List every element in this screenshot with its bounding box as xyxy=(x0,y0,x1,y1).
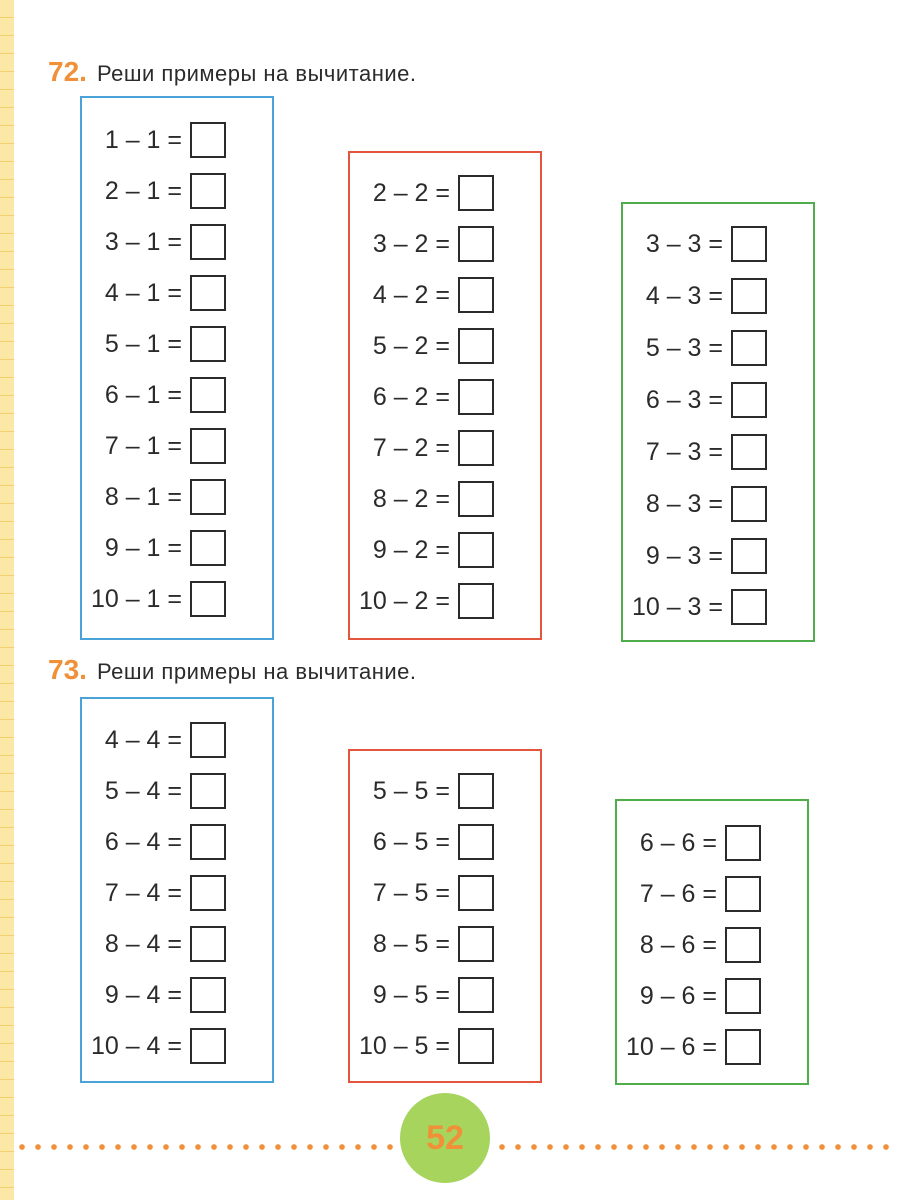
answer-box[interactable] xyxy=(190,824,226,860)
example-expression: 9 – 5 = xyxy=(372,980,450,1009)
answer-box[interactable] xyxy=(190,326,226,362)
example-expression: 7 – 4 = xyxy=(104,878,182,907)
example-row xyxy=(358,873,494,913)
example-row xyxy=(90,975,226,1015)
answer-box[interactable] xyxy=(190,428,226,464)
example-row xyxy=(631,536,767,576)
example-row xyxy=(358,530,494,570)
example-expression: 9 – 4 = xyxy=(104,980,182,1009)
column-blue xyxy=(80,697,274,1083)
answer-box[interactable] xyxy=(731,434,767,470)
answer-box[interactable] xyxy=(725,927,761,963)
example-row xyxy=(625,823,761,863)
example-expression: 9 – 3 = xyxy=(645,541,723,570)
dotted-line-right xyxy=(494,1144,894,1150)
answer-box[interactable] xyxy=(458,977,494,1013)
answer-box[interactable] xyxy=(190,977,226,1013)
answer-box[interactable] xyxy=(731,382,767,418)
answer-box[interactable] xyxy=(725,978,761,1014)
example-expression: 6 – 6 = xyxy=(639,828,717,857)
example-expression: 8 – 5 = xyxy=(372,929,450,958)
answer-box[interactable] xyxy=(458,532,494,568)
example-row xyxy=(90,771,226,811)
example-row xyxy=(631,328,767,368)
example-row xyxy=(90,822,226,862)
example-row xyxy=(358,581,494,621)
task-instruction: Реши примеры на вычитание. xyxy=(96,659,417,684)
example-expression: 5 – 3 = xyxy=(645,333,723,362)
task-number: 73. xyxy=(48,654,87,685)
answer-box[interactable] xyxy=(458,824,494,860)
example-row xyxy=(631,484,767,524)
example-expression: 8 – 6 = xyxy=(639,930,717,959)
example-expression: 6 – 3 = xyxy=(645,385,723,414)
page-number-badge xyxy=(400,1093,490,1183)
notebook-margin-strip xyxy=(0,0,14,1200)
answer-box[interactable] xyxy=(190,875,226,911)
example-row xyxy=(90,924,226,964)
answer-box[interactable] xyxy=(190,377,226,413)
example-expression: 5 – 1 = xyxy=(104,329,182,358)
example-expression: 9 – 6 = xyxy=(639,981,717,1010)
example-expression: 4 – 1 = xyxy=(104,278,182,307)
example-expression: 5 – 5 = xyxy=(372,776,450,805)
example-row xyxy=(358,975,494,1015)
answer-box[interactable] xyxy=(190,926,226,962)
example-expression: 6 – 2 = xyxy=(372,382,450,411)
answer-box[interactable] xyxy=(731,330,767,366)
example-row xyxy=(625,976,761,1016)
example-expression: 2 – 2 = xyxy=(372,178,450,207)
example-row xyxy=(631,432,767,472)
answer-box[interactable] xyxy=(725,1029,761,1065)
column-blue xyxy=(80,96,274,640)
answer-box[interactable] xyxy=(458,226,494,262)
answer-box[interactable] xyxy=(458,481,494,517)
example-row xyxy=(90,579,226,619)
task-73-title xyxy=(48,654,417,686)
example-expression: 7 – 3 = xyxy=(645,437,723,466)
example-row xyxy=(90,273,226,313)
example-row xyxy=(631,276,767,316)
example-expression: 5 – 2 = xyxy=(372,331,450,360)
answer-box[interactable] xyxy=(458,175,494,211)
answer-box[interactable] xyxy=(731,226,767,262)
answer-box[interactable] xyxy=(190,773,226,809)
answer-box[interactable] xyxy=(731,486,767,522)
example-expression: 7 – 6 = xyxy=(639,879,717,908)
column-red xyxy=(348,749,542,1083)
example-row xyxy=(625,1027,761,1067)
example-expression: 10 – 2 = xyxy=(358,586,450,615)
example-row xyxy=(358,479,494,519)
example-row xyxy=(90,477,226,517)
example-expression: 10 – 5 = xyxy=(358,1031,450,1060)
example-row xyxy=(358,173,494,213)
example-expression: 1 – 1 = xyxy=(104,125,182,154)
answer-box[interactable] xyxy=(731,278,767,314)
example-expression: 10 – 3 = xyxy=(631,592,723,621)
answer-box[interactable] xyxy=(458,926,494,962)
example-row xyxy=(90,873,226,913)
example-expression: 6 – 1 = xyxy=(104,380,182,409)
example-expression: 3 – 2 = xyxy=(372,229,450,258)
example-row xyxy=(90,171,226,211)
example-expression: 9 – 1 = xyxy=(104,533,182,562)
example-expression: 3 – 3 = xyxy=(645,229,723,258)
column-red xyxy=(348,151,542,640)
example-expression: 4 – 3 = xyxy=(645,281,723,310)
example-expression: 4 – 2 = xyxy=(372,280,450,309)
example-expression: 8 – 1 = xyxy=(104,482,182,511)
example-row xyxy=(358,275,494,315)
example-expression: 3 – 1 = xyxy=(104,227,182,256)
example-row xyxy=(625,874,761,914)
answer-box[interactable] xyxy=(458,328,494,364)
answer-box[interactable] xyxy=(458,583,494,619)
example-row xyxy=(90,324,226,364)
example-row xyxy=(358,428,494,468)
answer-box[interactable] xyxy=(458,430,494,466)
example-row xyxy=(90,1026,226,1066)
example-row xyxy=(90,426,226,466)
example-expression: 7 – 5 = xyxy=(372,878,450,907)
example-row xyxy=(90,720,226,760)
example-expression: 9 – 2 = xyxy=(372,535,450,564)
example-expression: 2 – 1 = xyxy=(104,176,182,205)
example-expression: 7 – 1 = xyxy=(104,431,182,460)
answer-box[interactable] xyxy=(458,379,494,415)
example-expression: 8 – 3 = xyxy=(645,489,723,518)
answer-box[interactable] xyxy=(190,479,226,515)
example-row xyxy=(631,224,767,264)
answer-box[interactable] xyxy=(731,538,767,574)
answer-box[interactable] xyxy=(458,773,494,809)
page-number: 52 xyxy=(426,1118,464,1157)
task-72-title xyxy=(48,56,417,88)
answer-box[interactable] xyxy=(725,876,761,912)
example-row xyxy=(90,375,226,415)
example-row xyxy=(358,326,494,366)
example-expression: 5 – 4 = xyxy=(104,776,182,805)
example-row xyxy=(90,222,226,262)
example-expression: 7 – 2 = xyxy=(372,433,450,462)
answer-box[interactable] xyxy=(190,722,226,758)
example-row xyxy=(358,771,494,811)
example-row xyxy=(358,822,494,862)
column-green xyxy=(621,202,815,642)
example-row xyxy=(90,528,226,568)
example-row xyxy=(631,380,767,420)
example-expression: 4 – 4 = xyxy=(104,725,182,754)
task-number: 72. xyxy=(48,56,87,87)
answer-box[interactable] xyxy=(731,589,767,625)
example-row xyxy=(358,224,494,264)
answer-box[interactable] xyxy=(190,1028,226,1064)
answer-box[interactable] xyxy=(458,875,494,911)
example-expression: 10 – 4 = xyxy=(90,1031,182,1060)
example-expression: 6 – 4 = xyxy=(104,827,182,856)
example-expression: 8 – 4 = xyxy=(104,929,182,958)
example-row xyxy=(358,377,494,417)
dotted-line-left xyxy=(14,1144,398,1150)
answer-box[interactable] xyxy=(190,275,226,311)
answer-box[interactable] xyxy=(190,122,226,158)
example-row xyxy=(625,925,761,965)
example-row xyxy=(358,924,494,964)
answer-box[interactable] xyxy=(458,1028,494,1064)
answer-box[interactable] xyxy=(190,581,226,617)
example-row xyxy=(631,587,767,627)
answer-box[interactable] xyxy=(190,173,226,209)
example-expression: 10 – 1 = xyxy=(90,584,182,613)
example-expression: 6 – 5 = xyxy=(372,827,450,856)
answer-box[interactable] xyxy=(190,224,226,260)
example-expression: 10 – 6 = xyxy=(625,1032,717,1061)
answer-box[interactable] xyxy=(190,530,226,566)
column-green xyxy=(615,799,809,1085)
task-instruction: Реши примеры на вычитание. xyxy=(96,61,417,86)
example-row xyxy=(90,120,226,160)
example-expression: 8 – 2 = xyxy=(372,484,450,513)
answer-box[interactable] xyxy=(458,277,494,313)
example-row xyxy=(358,1026,494,1066)
answer-box[interactable] xyxy=(725,825,761,861)
